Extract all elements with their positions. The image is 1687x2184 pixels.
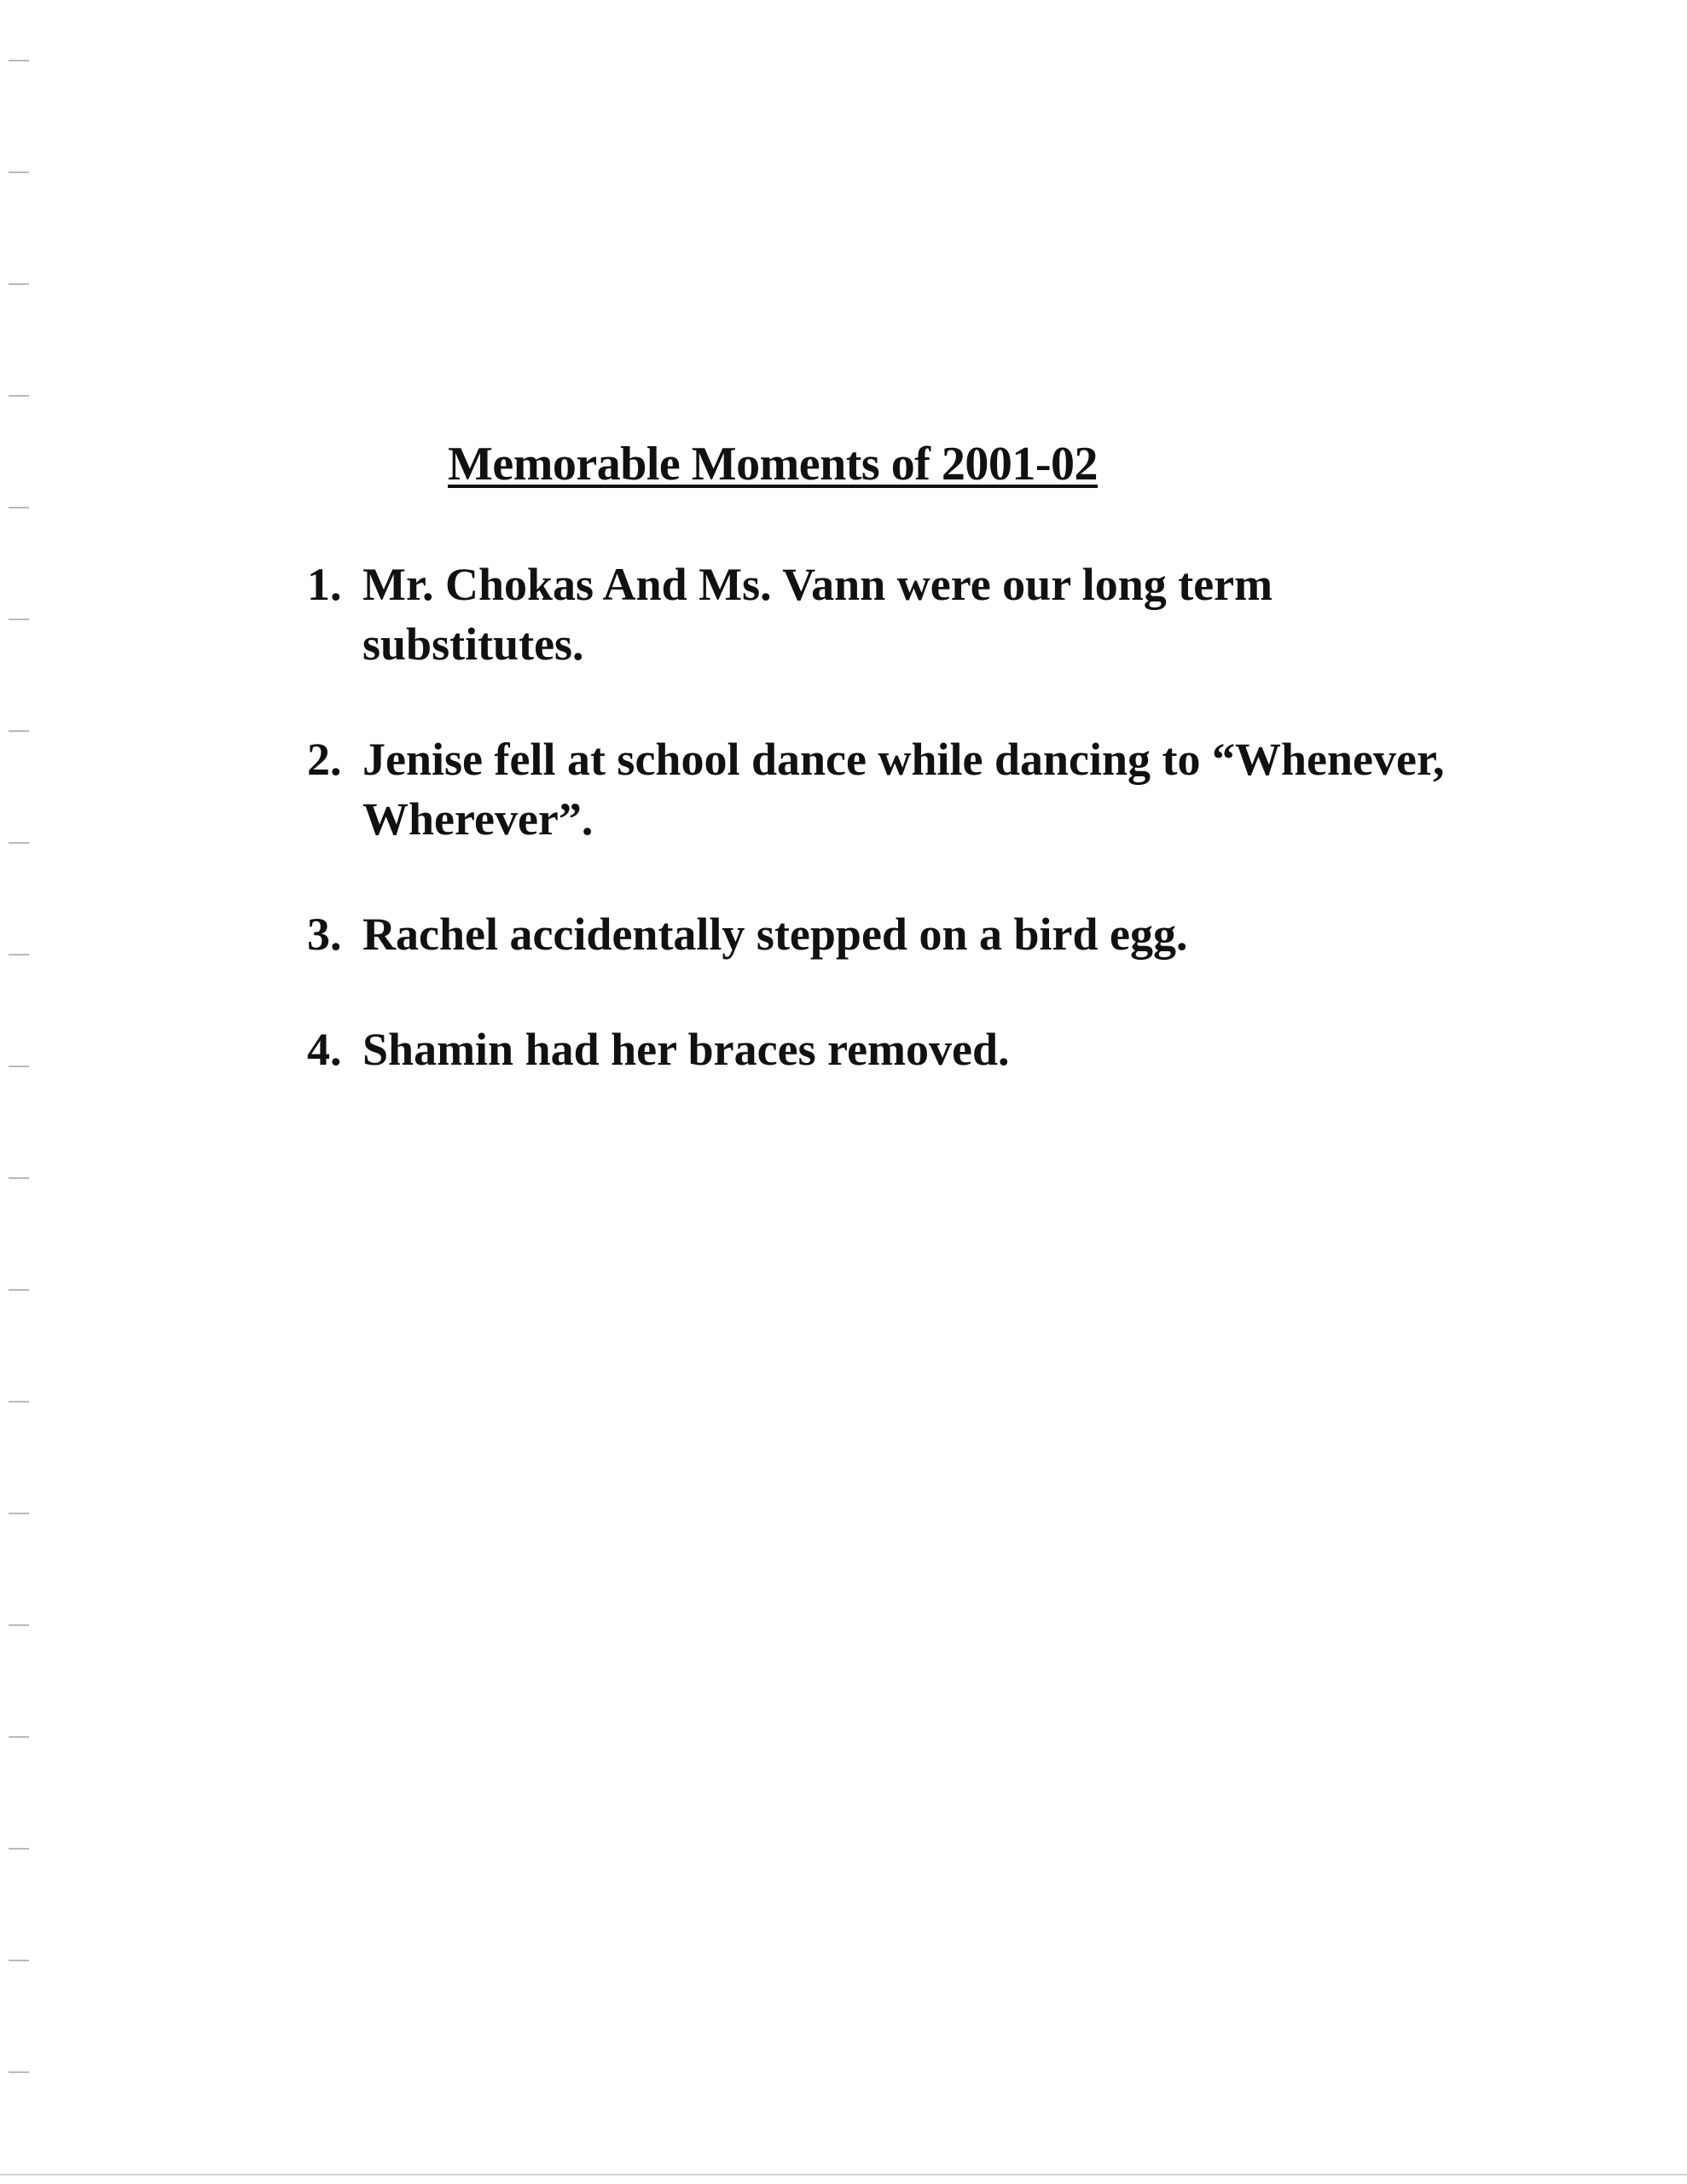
edge-mark xyxy=(9,1624,29,1626)
edge-mark xyxy=(9,619,29,620)
edge-mark xyxy=(9,1289,29,1291)
edge-mark xyxy=(9,1848,29,1850)
edge-mark xyxy=(9,1177,29,1179)
edge-mark xyxy=(9,730,29,732)
edge-mark xyxy=(9,1513,29,1514)
list-item-number: 4. xyxy=(307,1024,342,1075)
edge-mark xyxy=(9,954,29,956)
page-title: Memorable Moments of 2001-02 xyxy=(448,438,1099,491)
list-item-number: 2. xyxy=(307,734,342,785)
list-item xyxy=(307,555,1501,674)
list-item xyxy=(307,1019,1501,1079)
edge-mark xyxy=(9,1736,29,1738)
list-item-text: Mr. Chokas And Ms. Vann were our long term substitutes. xyxy=(362,559,1273,670)
scan-bottom-edge xyxy=(0,2174,1687,2175)
edge-mark xyxy=(9,171,29,173)
edge-mark xyxy=(9,60,29,61)
edge-mark xyxy=(9,1960,29,1961)
list-item xyxy=(307,904,1501,964)
list-item-number: 3. xyxy=(307,909,342,960)
list-item-text: Jenise fell at school dance while dancing to “Whenever, Wherever”. xyxy=(362,734,1445,845)
binder-edge-marks xyxy=(0,0,34,2184)
list-item xyxy=(307,729,1501,849)
edge-mark xyxy=(9,507,29,508)
edge-mark xyxy=(9,1066,29,1067)
edge-mark xyxy=(9,1401,29,1403)
list-item-number: 1. xyxy=(307,559,342,610)
edge-mark xyxy=(9,283,29,285)
moments-list xyxy=(307,555,1501,1135)
edge-mark xyxy=(9,842,29,844)
list-item-text: Shamin had her braces removed. xyxy=(362,1024,1010,1075)
edge-mark xyxy=(9,395,29,397)
list-item-text: Rachel accidentally stepped on a bird egg. xyxy=(362,909,1188,960)
edge-mark xyxy=(9,2071,29,2073)
